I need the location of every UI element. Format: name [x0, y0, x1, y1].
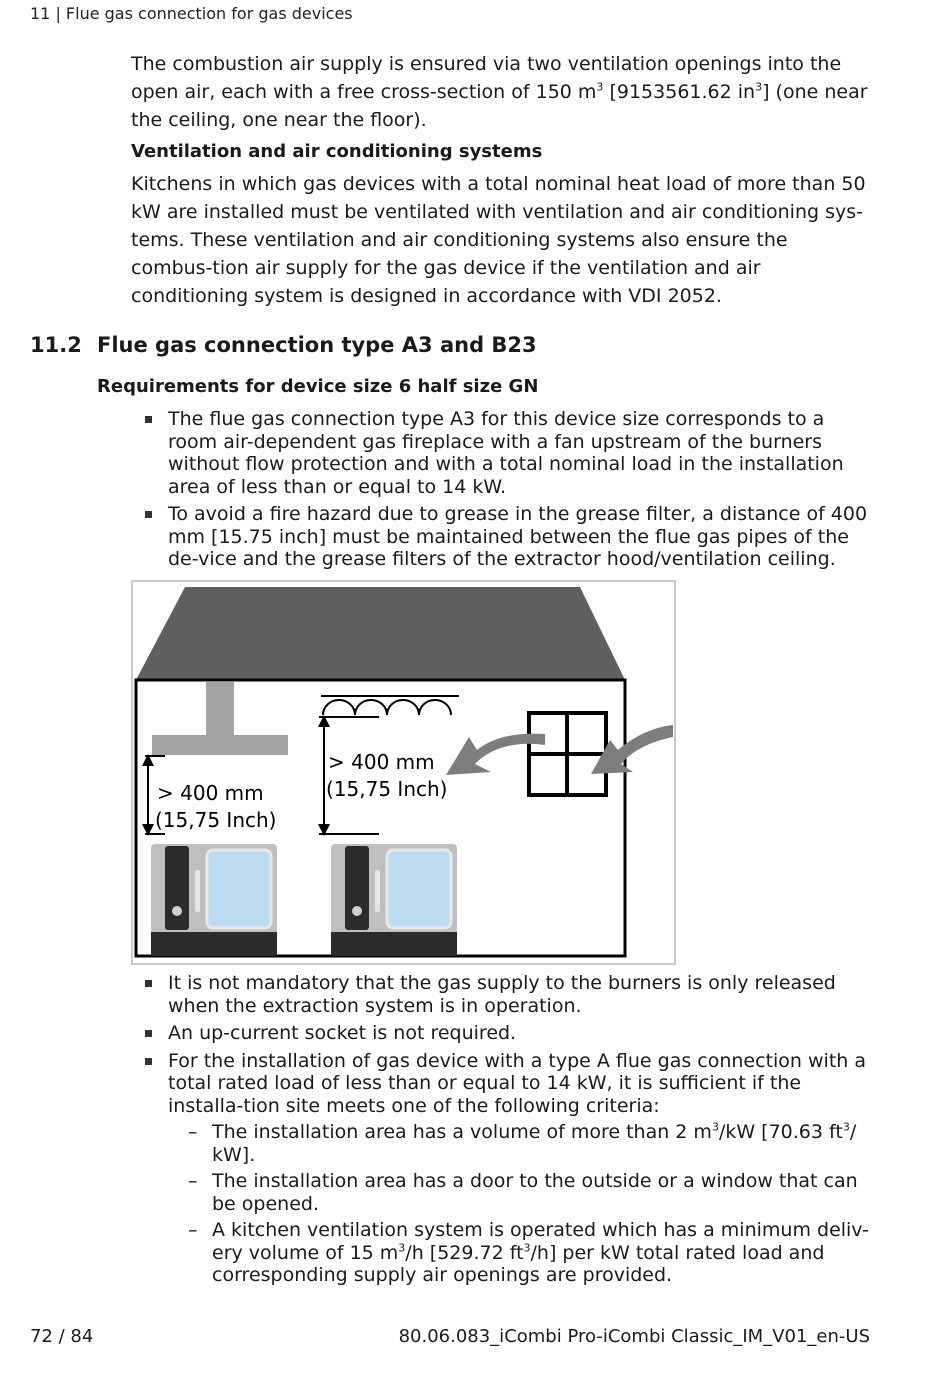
- intro-block: [131, 50, 871, 310]
- extractor-hood-shape: [152, 682, 288, 755]
- list-item: – A kitchen ventilation system is operated which has a minimum deliv-ery volume of 15 $m^3/h$ [529.72 $ft^3/h$] per kW total rated load and corresponding supply air openings are provided.: [188, 1219, 869, 1286]
- section-heading: [30, 333, 537, 357]
- list-item: The flue gas connection type A3 for this device size corresponds to a room air-dependent gas fireplace with a fan upstream of the burners without flow protection and with a total nominal load in the installation area of less than or equal to 14 kW.: [143, 408, 873, 498]
- kitchen-diagram: [133, 582, 674, 963]
- criteria-list: [168, 1121, 873, 1287]
- running-header: 11 | Flue gas connection for gas devices: [30, 4, 353, 23]
- bullet-square-icon: [145, 1058, 152, 1065]
- dimension-label-right-1: > 400 mm: [328, 750, 435, 774]
- page-number: 72 / 84: [30, 1326, 94, 1347]
- intro-paragraph-2: Kitchens in which gas devices with a total nominal heat load of more than 50 kW are installed must be ventilated with ventilation and air conditioning sys-tems. These ventilation and air conditioning systems also ensure the combus-tion air supply for the gas device if the ventilation and air conditioning system is designed in accordance with VDI 2052.: [131, 173, 866, 307]
- section-title: Flue gas connection type A3 and B23: [97, 333, 537, 357]
- section-number: 11.2: [30, 333, 82, 357]
- bullet-list-top: [143, 408, 873, 576]
- bullet-square-icon: [145, 511, 152, 518]
- list-item: – The installation area has a volume of more than 2 $m^3/kW$ [70.63 $ft^3/$ kW].: [188, 1120, 857, 1166]
- bullet-square-icon: [145, 980, 152, 987]
- combi-oven-right: [331, 844, 457, 956]
- list-item: To avoid a fire hazard due to grease in the grease filter, a distance of 400 mm [15.75 inch] must be maintained between the flue gas pipes of the de-vice and the grease filters of the extractor hood/ventilation ceiling.: [143, 503, 873, 571]
- bullet-square-icon: [145, 1030, 152, 1037]
- list-item: It is not mandatory that the gas supply to the burners is only released when the extraction system is in operation.: [143, 972, 873, 1017]
- installation-figure: [131, 580, 676, 965]
- roof-shape: [136, 587, 625, 680]
- document-id: 80.06.083_iCombi Pro-iCombi Classic_IM_V01_en-US: [398, 1326, 870, 1347]
- dimension-label-left-2: (15,75 Inch): [155, 808, 277, 832]
- list-item: An up-current socket is not required.: [143, 1022, 873, 1045]
- intro-paragraph-1: The combustion air supply is ensured via two ventilation openings into the open air, each with a free cross-section of 150 $m^3$ [9153561.62 $in^3$] (one near the ceiling, one near the floor).: [131, 53, 868, 131]
- requirements-heading: Requirements for device size 6 half size GN: [97, 376, 539, 397]
- bullet-square-icon: [145, 416, 152, 423]
- list-item: For the installation of gas device with a type A flue gas connection with a total rated load of less than or equal to 14 kW, it is sufficient if the installa-tion site meets one of the following criteria: – The installation area has a volume of more than 2 $m^3/kW$ [70.63 $ft^3/$ kW]. – The installation area has a door to the outside or a window that can be opened. – A kitchen ventilation system is operated which has a minimum deliv-ery volume of 15 $m^3/h$ [529.72 $ft^3/h$] per kW total rated load and corresponding supply air openings are provided.: [143, 1050, 873, 1287]
- airflow-arrow-icon: [591, 725, 673, 774]
- combi-oven-left: [151, 844, 277, 956]
- subheading-ventilation: Ventilation and air conditioning systems: [131, 141, 543, 162]
- ventilation-ceiling-icon: [323, 700, 451, 715]
- list-item: – The installation area has a door to the outside or a window that can be opened.: [188, 1170, 858, 1215]
- dimension-label-left-1: > 400 mm: [157, 781, 264, 805]
- bullet-list-bottom: [143, 972, 873, 1292]
- dimension-label-right-2: (15,75 Inch): [326, 777, 448, 801]
